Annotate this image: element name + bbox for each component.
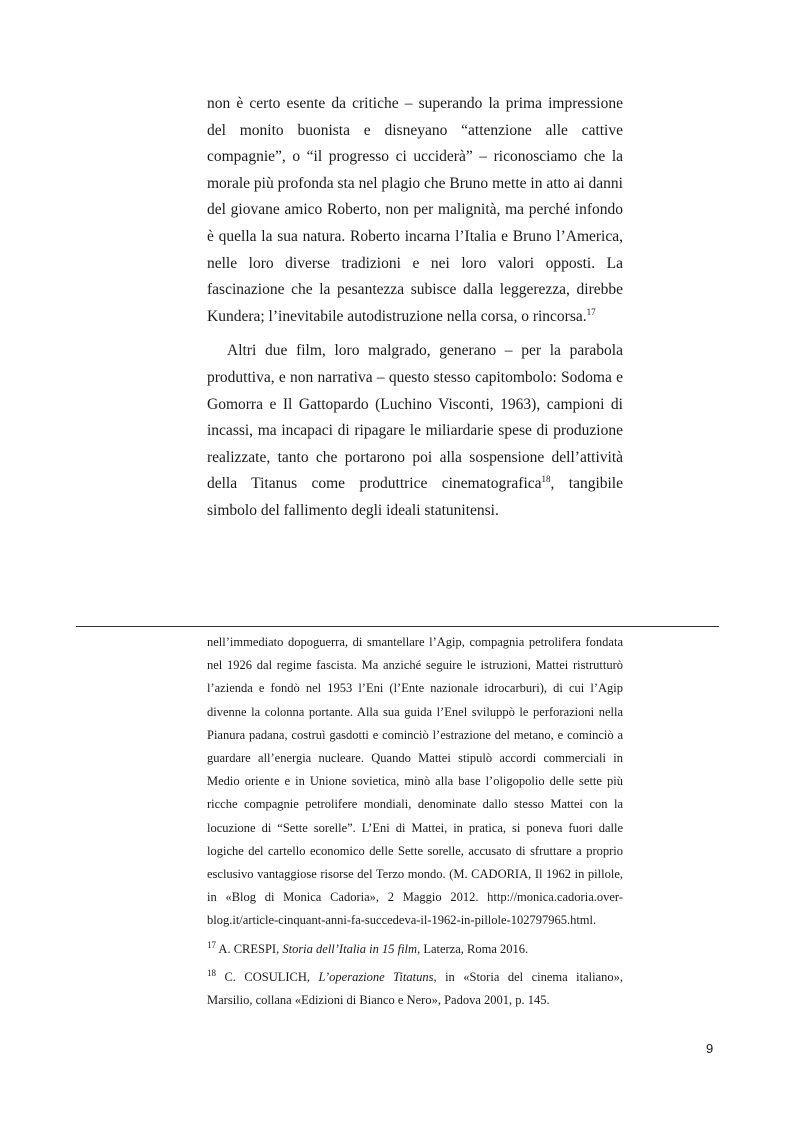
footnote-16-continued: nell’immediato dopoguerra, di smantellare l’Agip, compagnia petrolifera fondata nel 1926 dal regime fascista. Ma anziché seguire le istruzioni, Mattei ristrutturò l’azienda e fondò nel 1953 l’Eni (l’Ente nazionale idrocarburi), di cui l’Agip divenne la colonna portante. Alla sua guida l’Enel sviluppò le perforazioni nella Pianura padana, costruì gasdotti e cominciò l’estrazione del metano, e cominciò a guardare all’energia nucleare. Quando Mattei stipulò accordi commerciali in Medio oriente e in Unione sovietica, minò alla base l’oligopolio delle sette più ricche compagnie petrolifere mondiali, denominate dallo stesso Mattei con la locuzione di “Sette sorelle”. L’Eni di Mattei, in pratica, si poneva fuori dalle logiche del cartello economico delle Sette sorelle, accusato di sfruttare a proprio esclusivo vantaggiose risorse del Terzo mondo. (M. CADORIA, Il 1962 in pillole, in «Blog di Monica Cadoria», 2 Maggio 2012. http://monica.cadoria.over-blog.it/article-cinquant-anni-fa-succedeva-il-1962-in-pillole-102797965.html. [207,635,623,928]
page-number: 9 [706,1041,714,1056]
footnote-17-number: 17 [207,939,216,950]
footnote-17-rest: , Laterza, Roma 2016. [417,941,529,956]
paragraph-2-tail: , tangibile simbolo del fallimento degli ideali statunitensi. [207,475,623,519]
footnote-18-rest: in «Storia del cinema italiano», Marsilio, collana «Edizioni di Bianco e Nero», Padova 2001, p. 145. [207,969,623,1008]
footnote-18-number: 18 [207,967,216,978]
footnote-separator [76,626,719,627]
footnotes-section [207,631,623,1012]
footnote-17-author: A. CRESPI, [216,941,283,956]
footnote-17 [207,938,623,961]
paragraph-2 [207,338,623,524]
footnote-17-title: Storia dell’Italia in 15 film [282,941,418,956]
paragraph-1 [207,91,623,330]
footnote-18-author: C. COSULICH, [216,969,319,984]
footnote-18 [207,966,623,1012]
paragraph-1-text: non è certo esente da critiche – superando la prima impressione del monito buonista e disneyano “attenzione alle cattive compagnie”, o “il progresso ci ucciderà” – riconosciamo che la morale più profonda sta nel plagio che Bruno mette in atto ai danni del giovane amico Roberto, non per malignità, ma perché infondo è quella la sua natura. Roberto incarna l’Italia e Bruno l’America, nelle loro diverse tradizioni e nei loro valori opposti. La fascinazione che la pesantezza subisce dalla leggerezza, direbbe Kundera; l’inevitabile autodistruzione nella corsa, o rincorsa. [207,95,623,325]
footnote-18-title: L’operazione Titatuns, [318,969,437,984]
footnote-ref-17[interactable]: 17 [586,306,596,317]
paragraph-2-text: Altri due film, loro malgrado, generano – per la parabola produttiva, e non narrativa – questo stesso capitombolo: Sodoma e Gomorra e Il Gattopardo (Luchino Visconti, 1963), campioni di incassi, ma incapaci di ripagare le miliardarie spese di produzione realizzate, tanto che portarono poi alla sospensione dell’attività della Titanus come produttrice cinematografica [207,342,623,493]
footnote-ref-18[interactable]: 18 [541,474,551,485]
main-body-text [207,91,623,525]
